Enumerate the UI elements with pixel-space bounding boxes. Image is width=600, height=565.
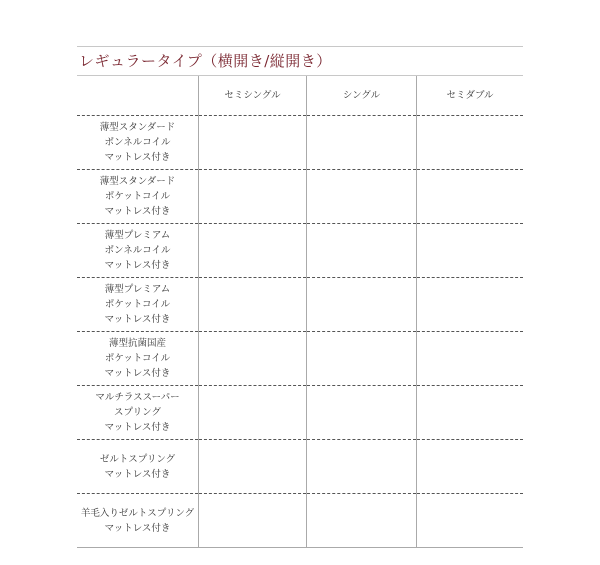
label-line: ポケットコイル [104, 299, 171, 310]
cell-semi-double [417, 278, 524, 332]
cell-semi-single [199, 494, 307, 548]
label-line: 薄型プレミアム [104, 230, 171, 241]
label-line: ゼルトスプリング [99, 453, 176, 465]
label-line: 薄型スタンダード [99, 176, 176, 187]
cell-semi-double [417, 440, 524, 494]
cell-semi-single [199, 116, 307, 170]
label-line: マットレス付き [104, 152, 171, 163]
label-line: マットレス付き [104, 468, 171, 480]
header-row [77, 76, 523, 116]
cell-semi-double [417, 332, 524, 386]
label-line: マルチラススーパー [95, 392, 180, 403]
label-line: ポケットコイル [104, 353, 171, 364]
cell-semi-double [417, 224, 524, 278]
header-semi-double: セミダブル [417, 76, 524, 116]
cell-semi-single [199, 278, 307, 332]
label-line: ポケットコイル [104, 191, 171, 202]
cell-single [307, 332, 417, 386]
label-line: 羊毛入りゼルトスプリング [80, 507, 195, 519]
label-line: 薄型抗菌国産 [108, 338, 166, 349]
cell-semi-single [199, 440, 307, 494]
cell-semi-single [199, 224, 307, 278]
cell-semi-double [417, 386, 524, 440]
label-line: マットレス付き [104, 422, 171, 433]
label-line: マットレス付き [104, 522, 171, 534]
section-title: レギュラータイプ（横開き/縦開き） [77, 47, 523, 76]
label-line: マットレス付き [104, 206, 171, 217]
label-line: マットレス付き [104, 368, 171, 379]
label-line: マットレス付き [104, 260, 171, 271]
cell-semi-double [417, 116, 524, 170]
cell-single [307, 278, 417, 332]
row-label [77, 386, 199, 440]
cell-single [307, 494, 417, 548]
row-label [77, 494, 199, 548]
cell-semi-single [199, 386, 307, 440]
table-row [77, 332, 523, 386]
row-label [77, 170, 199, 224]
label-line: 薄型スタンダード [99, 122, 176, 133]
header-single: シングル [307, 76, 417, 116]
row-label [77, 440, 199, 494]
label-line: ボンネルコイル [104, 137, 171, 148]
row-label [77, 278, 199, 332]
table-row [77, 278, 523, 332]
header-blank [77, 76, 199, 116]
cell-single [307, 116, 417, 170]
row-label [77, 332, 199, 386]
row-label [77, 224, 199, 278]
row-label [77, 116, 199, 170]
cell-single [307, 224, 417, 278]
label-line: マットレス付き [104, 314, 171, 325]
table-row [77, 224, 523, 278]
table-row [77, 494, 523, 548]
size-table [77, 76, 523, 548]
label-line: ボンネルコイル [104, 245, 171, 256]
label-line: 薄型プレミアム [104, 284, 171, 295]
cell-single [307, 386, 417, 440]
size-table-section [77, 46, 523, 548]
cell-semi-single [199, 170, 307, 224]
table-row [77, 440, 523, 494]
cell-semi-double [417, 170, 524, 224]
cell-semi-double [417, 494, 524, 548]
cell-semi-single [199, 332, 307, 386]
table-row [77, 170, 523, 224]
table-row [77, 116, 523, 170]
cell-single [307, 440, 417, 494]
cell-single [307, 170, 417, 224]
header-semi-single: セミシングル [199, 76, 307, 116]
label-line: スプリング [114, 407, 161, 418]
table-row [77, 386, 523, 440]
